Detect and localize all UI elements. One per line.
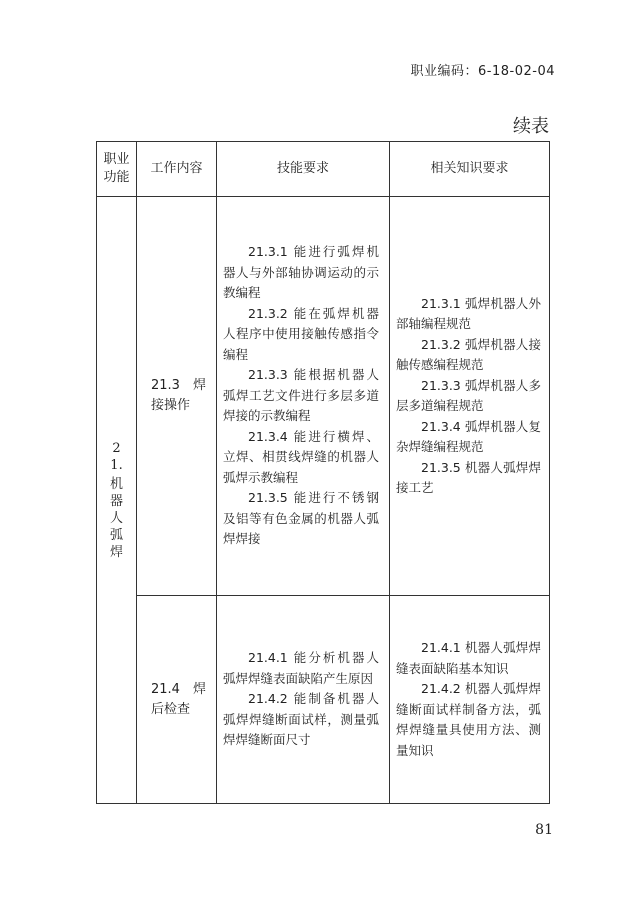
function-name: 机器人弧焊 [109,476,123,560]
knowledge-item: 21.3.4 弧焊机器人复杂焊缝编程规范 [396,418,541,454]
function-text [110,440,124,561]
skill-item: 21.4.2 能制备机器人弧焊焊缝断面试样，测量弧焊焊缝断面尺寸 [223,691,379,748]
skills-cell [217,197,390,596]
knowledge-item: 21.3.1 弧焊机器人外部轴编程规范 [396,295,541,331]
skill-item: 21.3.3 能根据机器人弧焊工艺文件进行多层多道焊接的示教编程 [223,367,379,424]
skill-item: 21.3.4 能进行横焊、立焊、相贯线焊缝的机器人弧焊示教编程 [223,428,379,485]
header-skills: 技能要求 [217,142,390,197]
knowledge-item: 21.3.3 弧焊机器人多层多道编程规范 [396,377,541,413]
skills-table [96,141,550,804]
knowledge-item: 21.4.2 机器人弧焊焊缝断面试样制备方法，弧焊焊缝量具使用方法、测量知识 [396,681,541,758]
work-content-cell: 21.4 焊后检查 [137,596,217,804]
skill-item: 21.3.5 能进行不锈钢及铝等有色金属的机器人弧焊焊接 [223,490,379,547]
page-number: 81 [535,822,553,838]
skills-cell [217,596,390,804]
function-number: 21. [110,440,123,473]
knowledge-item: 21.3.5 机器人弧焊焊接工艺 [396,459,541,495]
continued-label: 续表 [513,116,549,137]
table-row [97,596,550,804]
knowledge-item: 21.3.2 弧焊机器人接触传感编程规范 [396,336,541,372]
header-content: 工作内容 [137,142,217,197]
skill-item: 21.4.1 能分析机器人弧焊焊缝表面缺陷产生原因 [223,650,379,686]
skill-item: 21.3.2 能在弧焊机器人程序中使用接触传感指令编程 [223,305,379,362]
knowledge-cell [390,197,550,596]
skill-item: 21.3.1 能进行弧焊机器人与外部轴协调运动的示教编程 [223,244,379,301]
table-header-row [97,142,550,197]
occupation-code: 职业编码：6-18-02-04 [410,64,555,79]
knowledge-item: 21.4.1 机器人弧焊焊缝表面缺陷基本知识 [396,640,541,676]
header-knowledge: 相关知识要求 [390,142,550,197]
knowledge-cell [390,596,550,804]
table-row [97,197,550,596]
function-cell [97,197,137,804]
work-content-cell: 21.3 焊接操作 [137,197,217,596]
header-function: 职业功能 [97,142,137,197]
